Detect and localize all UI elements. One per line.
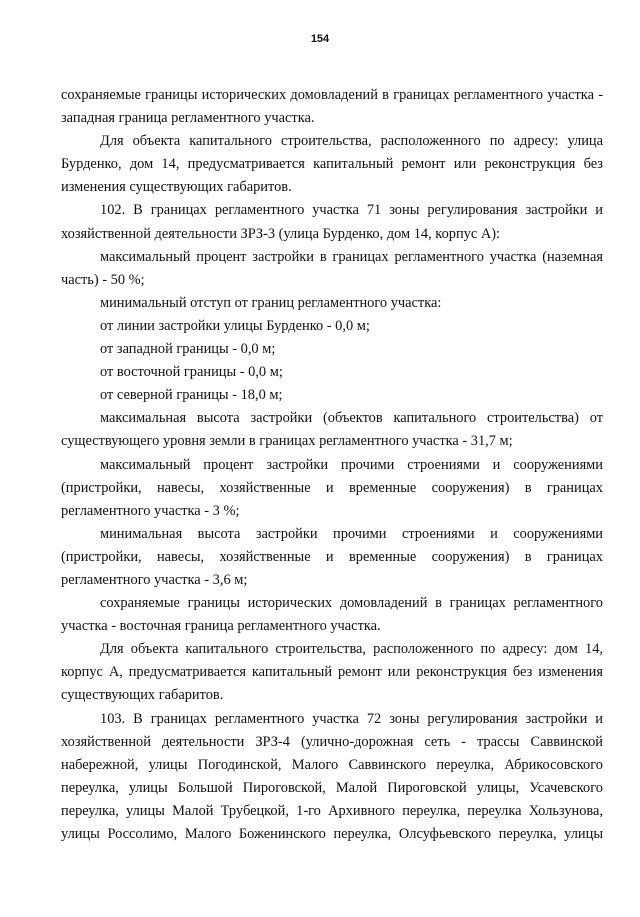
paragraph-setback-west: от западной границы - 0,0 м; xyxy=(100,341,276,358)
paragraph-historic-boundaries-west: сохраняемые границы исторических домовладений в границах регламентного участка - западная граница регламентного участка. xyxy=(61,87,603,127)
paragraph-item-103-heading: 103. В границах регламентного участка 72 зоны регулирования застройки и хозяйственной деятельности ЗРЗ-4 (улично-дорожная сеть - трассы Саввинской набережной, улицы Погодинской, Малого Саввинского переулка, Абрикосовского переулка, улицы Большой Пироговской, Малой Пироговской улицы, Усачевского переулка, улицы Малой Трубецкой, 1-го Архивного переулка, переулка Хользунова, улицы Россолимо, Малого Боженинского переулка, Олсуфьевского переулка, улицы xyxy=(61,710,603,842)
paragraph-min-height-other-structures: минимальная высота застройки прочими строениями и сооружениями (пристройки, навесы, хозяйственные и временные сооружения) в границах регламентного участка - 3,6 м; xyxy=(61,525,603,588)
page-number: 154 xyxy=(310,33,330,45)
paragraph-setback-burdenko-line: от линии застройки улицы Бурденко - 0,0 м; xyxy=(100,317,370,334)
paragraph-max-building-percent: максимальный процент застройки в границах регламентного участка (наземная часть) - 50 %; xyxy=(61,248,603,288)
document-body xyxy=(61,84,603,846)
paragraph-historic-boundaries-east: сохраняемые границы исторических домовладений в границах регламентного участка - восточная граница регламентного участка. xyxy=(61,595,603,635)
paragraph-max-height: максимальная высота застройки (объектов капитального строительства) от существующего уровня земли в границах регламентного участка - 31,7 м; xyxy=(61,410,603,450)
paragraph-min-setback: минимальный отступ от границ регламентного участка: xyxy=(100,294,442,311)
paragraph-setback-north: от северной границы - 18,0 м; xyxy=(100,387,283,404)
paragraph-item-102-heading: 102. В границах регламентного участка 71 зоны регулирования застройки и хозяйственной деятельности ЗРЗ-3 (улица Бурденко, дом 14, корпус А): xyxy=(61,202,603,242)
paragraph-setback-east: от восточной границы - 0,0 м; xyxy=(100,364,283,381)
paragraph-max-percent-other-structures: максимальный процент застройки прочими строениями и сооружениями (пристройки, навесы, хозяйственные и временные сооружения) в границах регламентного участка - 3 %; xyxy=(61,456,603,519)
paragraph-burdenko-14a-repair: Для объекта капитального строительства, расположенного по адресу: дом 14, корпус А, предусматривается капитальный ремонт или реконструкция без изменения существующих габаритов. xyxy=(61,641,603,704)
paragraph-burdenko-14-repair: Для объекта капитального строительства, расположенного по адресу: улица Бурденко, дом 14, предусматривается капитальный ремонт или реконструкция без изменения существующих габаритов. xyxy=(61,133,603,196)
